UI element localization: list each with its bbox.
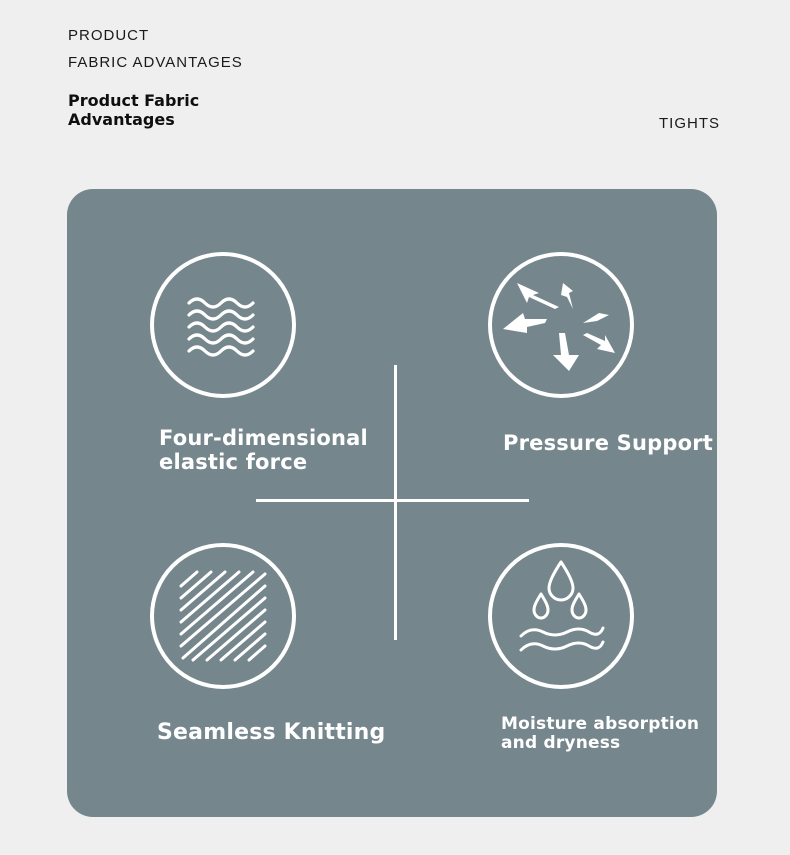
advantages-card (67, 189, 717, 817)
feature-label-moisture-absorption: Moisture absorption and dryness (501, 714, 700, 753)
header-line-fabric-advantages: FABRIC ADVANTAGES (68, 54, 243, 71)
page-title: Product Fabric Advantages (68, 91, 200, 129)
water-drops-icon (487, 542, 635, 690)
feature-label-pressure-support: Pressure Support (503, 431, 714, 455)
vertical-divider (394, 365, 397, 640)
header-eyebrow (68, 22, 243, 76)
waves-icon (149, 251, 297, 399)
diagonal-lines-icon (149, 542, 297, 690)
feature-label-seamless-knitting: Seamless Knitting (157, 720, 386, 745)
horizontal-divider (256, 499, 529, 502)
feature-label-four-dimensional: Four-dimensional elastic force (159, 426, 368, 474)
category-tag: TIGHTS (659, 115, 720, 132)
arrows-icon (487, 251, 635, 399)
header-line-product: PRODUCT (68, 27, 150, 44)
